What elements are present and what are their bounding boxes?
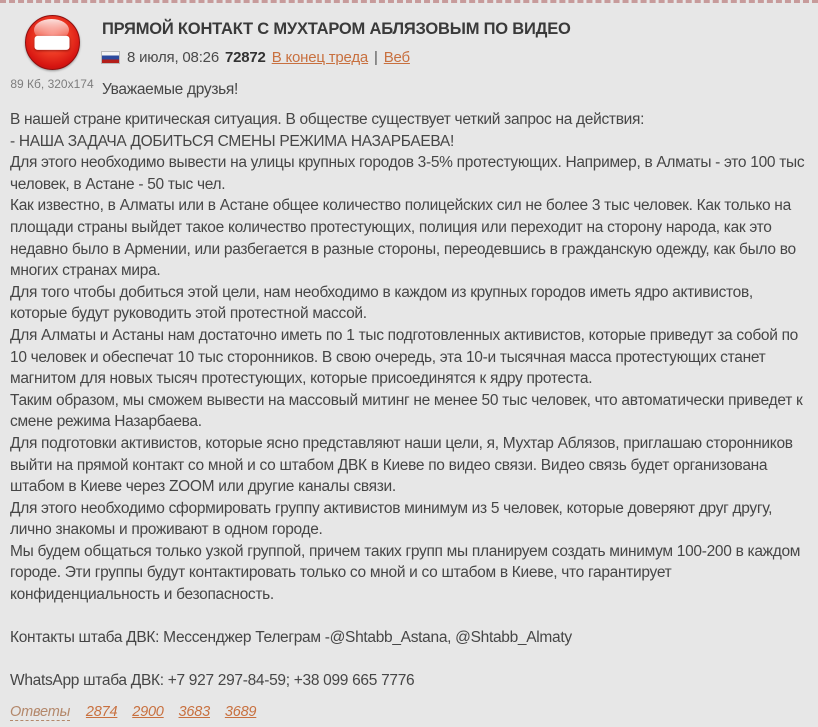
greeting-text: Уважаемые друзья! xyxy=(102,81,239,98)
no-entry-bar xyxy=(35,35,70,49)
no-entry-icon xyxy=(25,15,80,70)
post-paragraph: Для того чтобы добиться этой цели, нам необходимо в каждом из крупных городов иметь ядро активистов, которые будут руководить этой протестной массой. xyxy=(10,283,753,323)
post-paragraph: Как известно, в Алматы или в Астане общее количество полицейских сил не более 3 тыс человек. Как только на площади страны выйдет такое количество протестующих, полиция или переходит на сторону народа, как это недавно было в Армении, или разбегается в разные стороны, переодевшись в гражданскую одежду, как было во многих странах мира. xyxy=(10,197,796,280)
replies-row xyxy=(10,704,808,720)
post-paragraph: Мы будем общаться только узкой группой, причем таких групп мы планируем создать минимум 100-200 в каждом городе. Эти группы будут контактировать только со мной и со штабом в Киеве, что гарантирует конфиденциальность и безопасность. xyxy=(10,542,801,604)
post-header-text xyxy=(102,11,571,99)
post-meta-line xyxy=(102,49,571,66)
to-thread-end-link[interactable]: В конец треда xyxy=(271,49,369,66)
reply-link[interactable]: 2874 xyxy=(85,704,118,721)
contacts-telegram: Контакты штаба ДВК: Мессенджер Телеграм -@Shtabb_Astana, @Shtabb_Almaty xyxy=(10,629,572,647)
post-body xyxy=(10,109,808,692)
web-link[interactable]: Веб xyxy=(383,49,410,66)
post-image-thumbnail[interactable] xyxy=(10,11,94,99)
russia-flag-icon xyxy=(102,52,119,63)
reply-link[interactable]: 3689 xyxy=(224,704,257,721)
views-count: 72872 xyxy=(224,49,266,66)
meta-separator: | xyxy=(374,49,378,66)
op-post xyxy=(10,11,808,720)
contacts-whatsapp: WhatsApp штаба ДВК: +7 927 297-84-59; +38 099 665 7776 xyxy=(10,672,415,690)
reply-link[interactable]: 2900 xyxy=(132,704,164,721)
post-paragraph: Для этого необходимо вывести на улицы крупных городов 3-5% протестующих. Например, в Алматы - это 100 тыс человек, в Астане - 50 тыс чел. xyxy=(10,154,805,193)
post-header xyxy=(10,11,808,99)
post-title: ПРЯМОЙ КОНТАКТ С МУХТАРОМ АБЛЯЗОВЫМ ПО ВИДЕО xyxy=(102,20,571,38)
post-paragraph: Для подготовки активистов, которые ясно представляют наши цели, я, Мухтар Аблязов, приглашаю сторонников выйти на прямой контакт со мной и со штабом ДВК в Киеве по видео связи. Видео связь будет организована штабом в Киеве через ZOOM или другие каналы связи. xyxy=(10,434,793,496)
image-file-info: 89 Кб, 320x174 xyxy=(10,77,94,91)
post-paragraph: Для Алматы и Астаны нам достаточно иметь по 1 тыс подготовленных активистов, которые приведут за собой по 10 человек и обеспечат 10 тыс сторонников. В свою очередь, эта 10-и тысячная масса протестующих станет магнитом для новых тысяч протестующих, которые присоединятся к ядру протеста. xyxy=(10,326,799,388)
post-paragraph: В нашей стране критическая ситуация. В обществе существует четкий запрос на действия: xyxy=(10,111,645,128)
replies-label[interactable]: Ответы xyxy=(10,704,71,721)
reply-link[interactable]: 3683 xyxy=(178,704,210,721)
post-paragraph: Для этого необходимо сформировать группу активистов минимум из 5 человек, которые доверяют друг другу, лично знакомы и проживают в одном городе. xyxy=(10,499,773,539)
post-paragraph: Таким образом, мы сможем вывести на массовый митинг не менее 50 тыс человек, что автоматически приведет к смене режима Назарбаева. xyxy=(10,391,803,431)
post-date: 8 июля, 08:26 xyxy=(127,49,219,66)
post-paragraph: - НАША ЗАДАЧА ДОБИТЬСЯ СМЕНЫ РЕЖИМА НАЗАРБАЕВА! xyxy=(10,132,454,150)
